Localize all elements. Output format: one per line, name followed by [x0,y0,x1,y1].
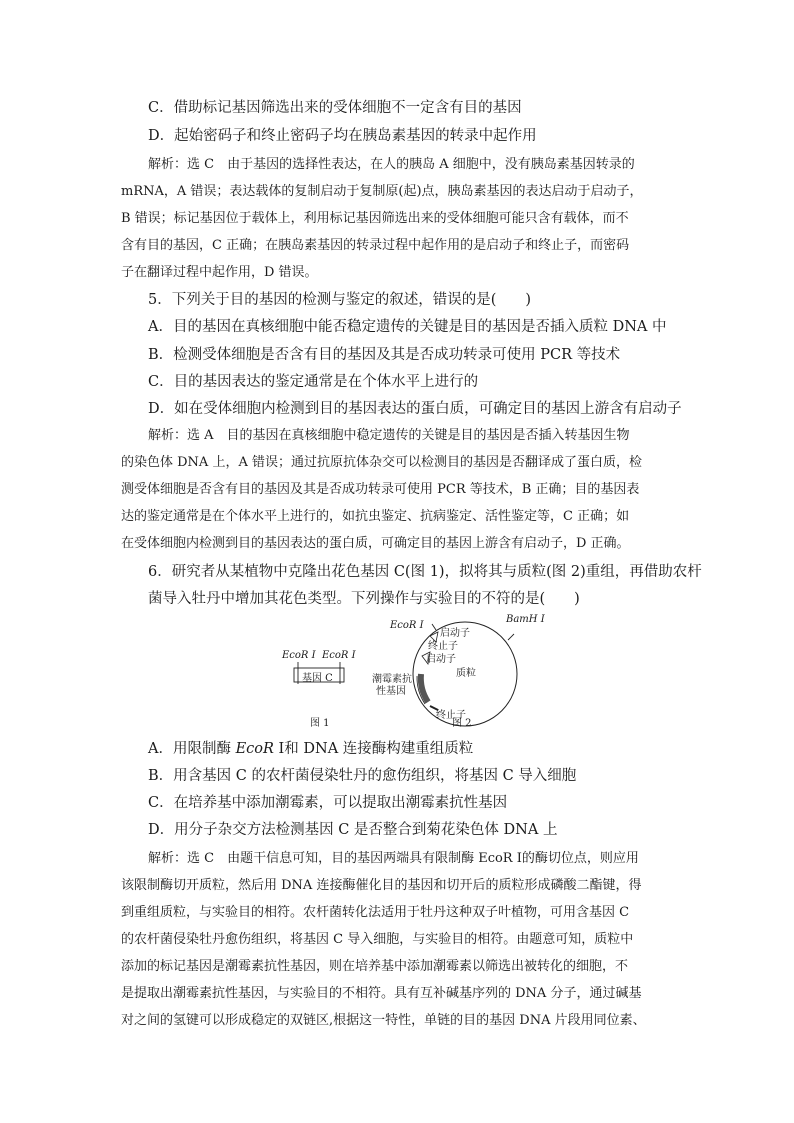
q5-option-c: C．目的基因表达的鉴定通常是在个体水平上进行的 [148,374,479,390]
fig2-ecori-label: EcoR Ⅰ [390,620,424,631]
q4-analysis-line: B 错误；标记基因位于载体上，利用标记基因筛选出来的受体细胞可能只含有载体，而不 [121,211,629,226]
bamhi-site-mark [508,634,514,640]
fig2-terminator-label-2: 终止子 [436,710,466,721]
q6-option-d: D．用分子杂交方法检测基因 C 是否整合到菊花染色体 DNA 上 [148,822,558,838]
q5-option-a: A．目的基因在真核细胞中能否稳定遗传的关键是目的基因是否插入质粒 DNA 中 [148,319,667,335]
fig1-caption: 图 1 [310,718,330,729]
fig1-ecori-label-2: EcoR Ⅰ [322,650,356,661]
fig2-promoter-label-2: 启动子 [426,654,456,665]
q6-analysis-line: 解析：选 C 由题干信息可知，目的基因两端具有限制酶 EcoR Ⅰ的酶切位点，则应用 [148,851,639,866]
q6-stem-line: 6．研究者从某植物中克隆出花色基因 C(图 1)，拟将其与质粒(图 2)重组，再借助农杆 [148,564,702,580]
q6-analysis-line: 是提取出潮霉素抗性基因，与实验目的不相符。具有互补碱基序列的 DNA 分子，通过碱基 [121,986,642,1001]
fig2-terminator-label-1: 终止子 [428,641,458,652]
q5-stem: 5．下列关于目的基因的检测与鉴定的叙述，错误的是( ) [148,292,532,308]
q6-option-c: C．在培养基中添加潮霉素，可以提取出潮霉素抗性基因 [148,795,508,811]
q5-option-b: B．检测受体细胞是否含有目的基因及其是否成功转录可使用 PCR 等技术 [148,347,621,363]
q6-analysis-line: 的农杆菌侵染牡丹愈伤组织，将基因 C 导入细胞，与实验目的相符。由题意可知，质粒中 [121,932,634,947]
fig2-bamhi-label: BamH Ⅰ [506,614,545,625]
q5-analysis-line: 在受体细胞内检测到目的基因表达的蛋白质，可确定目的基因上游含有启动子，D 正确。 [121,536,630,551]
q4-option-c: C．借助标记基因筛选出来的受体细胞不一定含有目的基因 [148,100,522,116]
q6-analysis-line: 该限制酶切开质粒，然后用 DNA 连接酶催化目的基因和切开后的质粒形成磷酸二酯键，得 [121,878,642,893]
q5-analysis-line: 解析：选 A 目的基因在真核细胞中稳定遗传的关键是目的基因是否插入转基因生物 [148,428,630,443]
q6-analysis-line: 对之间的氢键可以形成稳定的双链区,根据这一特性，单链的目的基因 DNA 片段用同位素、 [121,1013,646,1028]
fig2-plasmid-label: 质粒 [456,668,476,679]
q5-analysis-line: 的染色体 DNA 上，A 错误；通过抗原抗体杂交可以检测目的基因是否翻译成了蛋白质，检 [121,455,642,470]
q6-option-a: A．用限制酶 EcoR Ⅰ和 DNA 连接酶构建重组质粒 [148,741,474,757]
q4-option-d: D．起始密码子和终止密码子均在胰岛素基因的转录中起作用 [148,128,537,144]
q6-stem-line: 菌导入牡丹中增加其花色类型。下列操作与实验目的不符的是( ) [148,591,580,607]
q4-analysis-line: 解析：选 C 由于基因的选择性表达，在人的胰岛 A 细胞中，没有胰岛素基因转录的 [148,157,635,172]
q6-figure [270,614,560,734]
fig2-promoter-label-1: 启动子 [440,628,470,639]
q4-analysis-line: 含有目的基因，C 正确；在胰岛素基因的转录过程中起作用的是启动子和终止子，而密码 [121,238,630,253]
fig2-hygromycin-label-1: 潮霉素抗 [372,674,412,685]
q6-analysis-line: 添加的标记基因是潮霉素抗性基因，则在培养基中添加潮霉素以筛选出被转化的细胞，不 [121,959,629,974]
q5-analysis-line: 达的鉴定通常是在个体水平上进行的，如抗虫鉴定、抗病鉴定、活性鉴定等，C 正确；如 [121,509,630,524]
fig1-gene-label: 基因 C [302,673,333,684]
q5-analysis-line: 测受体细胞是否含有目的基因及其是否成功转录可使用 PCR 等技术，B 正确；目的基因表 [121,482,640,497]
ecori-site-mark [432,624,436,630]
q6-option-b: B．用含基因 C 的农杆菌侵染牡丹的愈伤组织，将基因 C 导入细胞 [148,768,577,784]
q5-option-d: D．如在受体细胞内检测到目的基因表达的蛋白质，可确定目的基因上游含有启动子 [148,401,682,417]
fig1-ecori-label-1: EcoR Ⅰ [282,650,316,661]
q4-analysis-line: mRNA，A 错误；表达载体的复制启动于复制原(起)点，胰岛素基因的表达启动于启动子， [121,184,643,199]
fig2-hygromycin-label-2: 性基因 [376,686,406,697]
q4-analysis-line: 子在翻译过程中起作用，D 错误。 [121,265,318,280]
fig2-caption: 图 2 [452,718,472,729]
q6-analysis-line: 到重组质粒，与实验目的相符。农杆菌转化法适用于牡丹这种双子叶植物，可用含基因 C [121,905,630,920]
